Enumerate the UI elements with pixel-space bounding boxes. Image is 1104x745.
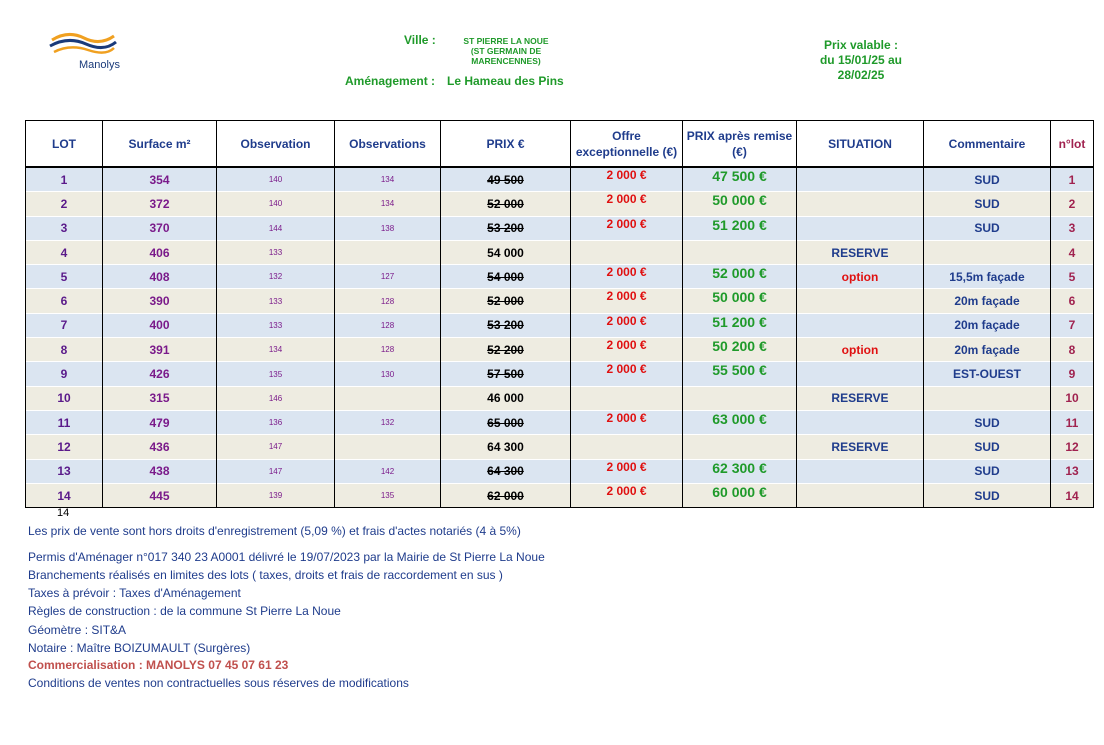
cell-numero-lot: 4 bbox=[1051, 240, 1094, 264]
table-row bbox=[26, 338, 1094, 362]
cell-surface: 390 bbox=[103, 289, 217, 313]
cell-surface: 445 bbox=[103, 483, 217, 507]
cell-observations bbox=[335, 386, 441, 410]
cell-prix: 62 000 bbox=[441, 483, 571, 507]
lot-count: 14 bbox=[57, 507, 70, 519]
cell-prix: 65 000 bbox=[441, 410, 571, 434]
header-numero-lot: n°lot bbox=[1051, 121, 1094, 168]
cell-commentaire bbox=[924, 240, 1051, 264]
cell-numero-lot: 5 bbox=[1051, 265, 1094, 289]
cell-observation: 140 bbox=[217, 167, 335, 192]
regles-note: Règles de construction : de la commune St Pierre La Noue bbox=[28, 604, 341, 618]
table-row bbox=[26, 240, 1094, 264]
cell-numero-lot: 10 bbox=[1051, 386, 1094, 410]
table-row bbox=[26, 459, 1094, 483]
cell-prix-remise: 62 300 € bbox=[683, 459, 797, 483]
cell-prix: 57 500 bbox=[441, 362, 571, 386]
cell-prix-remise bbox=[683, 386, 797, 410]
cell-lot: 6 bbox=[26, 289, 103, 313]
cell-numero-lot: 1 bbox=[1051, 167, 1094, 192]
cell-situation bbox=[797, 313, 924, 337]
header-lot: LOT bbox=[26, 121, 103, 168]
cell-observation: 133 bbox=[217, 289, 335, 313]
notaire-note: Notaire : Maître BOIZUMAULT (Surgères) bbox=[28, 641, 251, 655]
cell-lot: 2 bbox=[26, 192, 103, 216]
cell-lot: 5 bbox=[26, 265, 103, 289]
cell-observations: 128 bbox=[335, 338, 441, 362]
table-row bbox=[26, 435, 1094, 459]
cell-surface: 391 bbox=[103, 338, 217, 362]
cell-commentaire bbox=[924, 386, 1051, 410]
cell-surface: 354 bbox=[103, 167, 217, 192]
cell-prix-remise bbox=[683, 435, 797, 459]
cell-observations: 142 bbox=[335, 459, 441, 483]
cell-surface: 436 bbox=[103, 435, 217, 459]
cell-situation bbox=[797, 410, 924, 434]
cell-numero-lot: 2 bbox=[1051, 192, 1094, 216]
cell-prix-remise: 50 000 € bbox=[683, 192, 797, 216]
table-row bbox=[26, 289, 1094, 313]
conditions-note: Conditions de ventes non contractuelles sous réserves de modifications bbox=[28, 676, 409, 690]
cell-prix: 52 200 bbox=[441, 338, 571, 362]
cell-offre: 2 000 € bbox=[571, 338, 683, 362]
cell-commentaire: EST-OUEST bbox=[924, 362, 1051, 386]
cell-observation: 134 bbox=[217, 338, 335, 362]
table-header-row bbox=[26, 121, 1094, 168]
table-row bbox=[26, 410, 1094, 434]
cell-offre bbox=[571, 435, 683, 459]
cell-commentaire: SUD bbox=[924, 435, 1051, 459]
cell-lot: 3 bbox=[26, 216, 103, 240]
cell-prix: 64 300 bbox=[441, 435, 571, 459]
cell-prix-remise: 55 500 € bbox=[683, 362, 797, 386]
cell-prix-remise: 47 500 € bbox=[683, 167, 797, 192]
cell-observations bbox=[335, 240, 441, 264]
cell-surface: 438 bbox=[103, 459, 217, 483]
cell-offre: 2 000 € bbox=[571, 265, 683, 289]
cell-offre: 2 000 € bbox=[571, 362, 683, 386]
cell-situation bbox=[797, 192, 924, 216]
cell-commentaire: SUD bbox=[924, 410, 1051, 434]
cell-commentaire: 20m façade bbox=[924, 313, 1051, 337]
cell-observation: 144 bbox=[217, 216, 335, 240]
cell-observation: 147 bbox=[217, 459, 335, 483]
cell-surface: 400 bbox=[103, 313, 217, 337]
cell-surface: 406 bbox=[103, 240, 217, 264]
cell-numero-lot: 9 bbox=[1051, 362, 1094, 386]
prix-valable bbox=[796, 38, 926, 83]
cell-numero-lot: 6 bbox=[1051, 289, 1094, 313]
cell-prix: 53 200 bbox=[441, 313, 571, 337]
header-situation: SITUATION bbox=[797, 121, 924, 168]
cell-lot: 11 bbox=[26, 410, 103, 434]
cell-observations: 127 bbox=[335, 265, 441, 289]
table-row bbox=[26, 386, 1094, 410]
branchements-note: Branchements réalisés en limites des lots ( taxes, droits et frais de raccordement en sus ) bbox=[28, 568, 503, 582]
amenagement-value: Le Hameau des Pins bbox=[447, 74, 564, 88]
cell-prix: 46 000 bbox=[441, 386, 571, 410]
cell-surface: 315 bbox=[103, 386, 217, 410]
cell-commentaire: 20m façade bbox=[924, 338, 1051, 362]
tax-note: Les prix de vente sont hors droits d'enregistrement (5,09 %) et frais d'actes notariés (4 à 5%) bbox=[28, 524, 521, 538]
cell-observations: 130 bbox=[335, 362, 441, 386]
cell-offre: 2 000 € bbox=[571, 410, 683, 434]
manolys-logo bbox=[48, 30, 128, 80]
cell-numero-lot: 13 bbox=[1051, 459, 1094, 483]
cell-offre: 2 000 € bbox=[571, 192, 683, 216]
cell-commentaire: SUD bbox=[924, 483, 1051, 507]
cell-surface: 372 bbox=[103, 192, 217, 216]
cell-commentaire: SUD bbox=[924, 167, 1051, 192]
cell-observation: 133 bbox=[217, 240, 335, 264]
cell-commentaire: SUD bbox=[924, 216, 1051, 240]
cell-prix: 53 200 bbox=[441, 216, 571, 240]
cell-prix: 49 500 bbox=[441, 167, 571, 192]
cell-prix: 54 000 bbox=[441, 265, 571, 289]
cell-observations: 128 bbox=[335, 313, 441, 337]
header-observations: Observations bbox=[335, 121, 441, 168]
amenagement-label: Aménagement : bbox=[345, 74, 436, 88]
header-commentaire: Commentaire bbox=[924, 121, 1051, 168]
cell-lot: 10 bbox=[26, 386, 103, 410]
cell-surface: 370 bbox=[103, 216, 217, 240]
cell-prix-remise: 60 000 € bbox=[683, 483, 797, 507]
prix-valable-line: Prix valable : bbox=[823, 38, 899, 52]
cell-prix-remise: 63 000 € bbox=[683, 410, 797, 434]
cell-observation: 136 bbox=[217, 410, 335, 434]
logo-text: Manolys bbox=[79, 59, 120, 71]
cell-observation: 147 bbox=[217, 435, 335, 459]
cell-offre bbox=[571, 386, 683, 410]
cell-offre: 2 000 € bbox=[571, 313, 683, 337]
cell-numero-lot: 8 bbox=[1051, 338, 1094, 362]
cell-lot: 14 bbox=[26, 483, 103, 507]
cell-numero-lot: 14 bbox=[1051, 483, 1094, 507]
commercialisation-note: Commercialisation : MANOLYS 07 45 07 61 23 bbox=[28, 658, 289, 672]
cell-prix-remise: 50 000 € bbox=[683, 289, 797, 313]
cell-offre: 2 000 € bbox=[571, 216, 683, 240]
cell-prix-remise: 50 200 € bbox=[683, 338, 797, 362]
cell-prix: 52 000 bbox=[441, 289, 571, 313]
cell-observations: 128 bbox=[335, 289, 441, 313]
cell-lot: 12 bbox=[26, 435, 103, 459]
ville-value bbox=[448, 36, 564, 66]
table-row bbox=[26, 265, 1094, 289]
lots-table bbox=[25, 120, 1094, 508]
table-row bbox=[26, 216, 1094, 240]
cell-situation bbox=[797, 362, 924, 386]
table-row bbox=[26, 313, 1094, 337]
ville-line: (ST GERMAIN DE bbox=[470, 46, 542, 56]
header-prix-remise: PRIX après remise (€) bbox=[683, 121, 797, 168]
cell-numero-lot: 3 bbox=[1051, 216, 1094, 240]
cell-observations bbox=[335, 435, 441, 459]
cell-prix: 64 300 bbox=[441, 459, 571, 483]
ville-line: MARENCENNES) bbox=[471, 56, 541, 66]
taxes-note: Taxes à prévoir : Taxes d'Aménagement bbox=[28, 586, 241, 600]
table-row bbox=[26, 362, 1094, 386]
cell-prix: 54 000 bbox=[441, 240, 571, 264]
cell-situation: RESERVE bbox=[797, 435, 924, 459]
cell-observations: 138 bbox=[335, 216, 441, 240]
cell-prix: 52 000 bbox=[441, 192, 571, 216]
cell-commentaire: SUD bbox=[924, 192, 1051, 216]
cell-offre: 2 000 € bbox=[571, 459, 683, 483]
cell-lot: 1 bbox=[26, 167, 103, 192]
cell-observation: 133 bbox=[217, 313, 335, 337]
geometre-note: Géomètre : SIT&A bbox=[28, 623, 127, 637]
cell-situation bbox=[797, 289, 924, 313]
cell-situation: option bbox=[797, 265, 924, 289]
ville-label: Ville : bbox=[404, 33, 436, 47]
cell-offre bbox=[571, 240, 683, 264]
cell-lot: 13 bbox=[26, 459, 103, 483]
cell-situation bbox=[797, 167, 924, 192]
cell-prix-remise: 51 200 € bbox=[683, 216, 797, 240]
header-offre: Offre exceptionnelle (€) bbox=[571, 121, 683, 168]
prix-valable-line: 28/02/25 bbox=[837, 68, 885, 82]
header-observation: Observation bbox=[217, 121, 335, 168]
cell-commentaire: 20m façade bbox=[924, 289, 1051, 313]
cell-offre: 2 000 € bbox=[571, 483, 683, 507]
cell-offre: 2 000 € bbox=[571, 289, 683, 313]
permis-note: Permis d'Aménager n°017 340 23 A0001 délivré le 19/07/2023 par la Mairie de St Pierre La Noue bbox=[28, 550, 545, 564]
cell-prix-remise bbox=[683, 240, 797, 264]
cell-situation bbox=[797, 216, 924, 240]
cell-lot: 9 bbox=[26, 362, 103, 386]
cell-surface: 426 bbox=[103, 362, 217, 386]
cell-observations: 135 bbox=[335, 483, 441, 507]
cell-observations: 132 bbox=[335, 410, 441, 434]
cell-prix-remise: 52 000 € bbox=[683, 265, 797, 289]
header-surface: Surface m² bbox=[103, 121, 217, 168]
cell-prix-remise: 51 200 € bbox=[683, 313, 797, 337]
cell-observations: 134 bbox=[335, 167, 441, 192]
lots-table-body bbox=[26, 167, 1094, 508]
cell-observation: 139 bbox=[217, 483, 335, 507]
cell-situation: RESERVE bbox=[797, 240, 924, 264]
cell-observation: 146 bbox=[217, 386, 335, 410]
cell-observation: 135 bbox=[217, 362, 335, 386]
cell-situation: RESERVE bbox=[797, 386, 924, 410]
cell-numero-lot: 12 bbox=[1051, 435, 1094, 459]
cell-numero-lot: 11 bbox=[1051, 410, 1094, 434]
cell-numero-lot: 7 bbox=[1051, 313, 1094, 337]
cell-commentaire: SUD bbox=[924, 459, 1051, 483]
table-row bbox=[26, 167, 1094, 192]
cell-situation bbox=[797, 459, 924, 483]
cell-situation bbox=[797, 483, 924, 507]
cell-lot: 8 bbox=[26, 338, 103, 362]
cell-surface: 408 bbox=[103, 265, 217, 289]
wave-logo-icon bbox=[48, 30, 118, 60]
ville-line: ST PIERRE LA NOUE bbox=[463, 36, 549, 46]
header-prix: PRIX € bbox=[441, 121, 571, 168]
cell-situation: option bbox=[797, 338, 924, 362]
cell-commentaire: 15,5m façade bbox=[924, 265, 1051, 289]
cell-observation: 140 bbox=[217, 192, 335, 216]
table-row bbox=[26, 192, 1094, 216]
cell-surface: 479 bbox=[103, 410, 217, 434]
cell-lot: 4 bbox=[26, 240, 103, 264]
table-row bbox=[26, 483, 1094, 507]
cell-observations: 134 bbox=[335, 192, 441, 216]
cell-observation: 132 bbox=[217, 265, 335, 289]
cell-lot: 7 bbox=[26, 313, 103, 337]
cell-offre: 2 000 € bbox=[571, 167, 683, 192]
prix-valable-line: du 15/01/25 au bbox=[819, 53, 903, 67]
